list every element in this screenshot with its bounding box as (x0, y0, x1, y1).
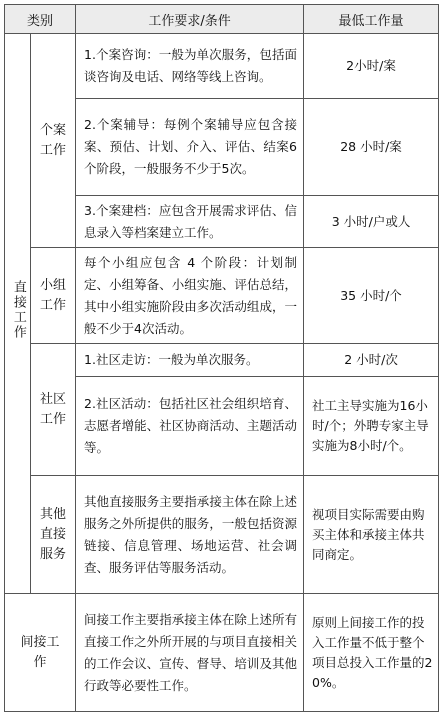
group-work-req: 每个小组应包含 4 个阶段：计划制定、小组筹备、小组实施、评估总结，其中小组实施阶段由多次活动组成，一般不少于4次活动。 (76, 248, 304, 344)
case-consult-min: 2小时/案 (304, 34, 439, 99)
case-consult-req: 1.个案咨询：一般为单次服务，包括面谈咨询及电话、网络等线上咨询。 (76, 34, 304, 99)
indirect-work-req: 间接工作主要指承接主体在除上述所有直接工作之外所开展的与项目直接相关的工作会议、宣传、督导、培训及其他行政等必要性工作。 (76, 594, 304, 712)
case-file-min: 3 小时/户或人 (304, 196, 439, 248)
community-visit-req: 1.社区走访：一般为单次服务。 (76, 344, 304, 377)
case-work-label: 个案工作 (31, 34, 76, 248)
community-activity-req: 2.社区活动：包括社区社会组织培育、志愿者增能、社区协商活动、主题活动等。 (76, 377, 304, 476)
other-direct-min: 视项目实际需要由购买主体和承接主体共同商定。 (304, 476, 439, 594)
table-row (5, 594, 439, 712)
header-minimum: 最低工作量 (304, 5, 439, 34)
other-direct-req: 其他直接服务主要指承接主体在除上述服务之外所提供的服务，一般包括资源链接、信息管理、场地运营、社会调查、服务评估等服务活动。 (76, 476, 304, 594)
header-requirement: 工作要求/条件 (76, 5, 304, 34)
table-row (5, 248, 439, 344)
indirect-work-label: 间接工作 (5, 594, 76, 712)
case-counsel-min: 28 小时/案 (304, 99, 439, 196)
group-work-min: 35 小时/个 (304, 248, 439, 344)
other-direct-label: 其他直接服务 (31, 476, 76, 594)
workload-table (4, 4, 439, 712)
community-activity-min: 社工主导实施为16小时/个；外聘专家主导实施为8小时/个。 (304, 377, 439, 476)
indirect-work-min: 原则上间接工作的投入工作量不低于整个项目总投入工作量的20%。 (304, 594, 439, 712)
community-work-label: 社区工作 (31, 344, 76, 476)
table-row (5, 344, 439, 377)
community-visit-min: 2 小时/次 (304, 344, 439, 377)
direct-work-cell (5, 34, 31, 594)
table-row (5, 34, 439, 99)
case-counsel-req: 2.个案辅导：每例个案辅导应包含接案、预估、计划、介入、评估、结案6个阶段，一般服务不少于5次。 (76, 99, 304, 196)
header-row (5, 5, 439, 34)
header-category: 类别 (5, 5, 76, 34)
group-work-label: 小组工作 (31, 248, 76, 344)
case-file-req: 3.个案建档：应包含开展需求评估、信息录入等档案建立工作。 (76, 196, 304, 248)
direct-work-label: 直接工作 (10, 280, 26, 340)
table-row (5, 476, 439, 594)
